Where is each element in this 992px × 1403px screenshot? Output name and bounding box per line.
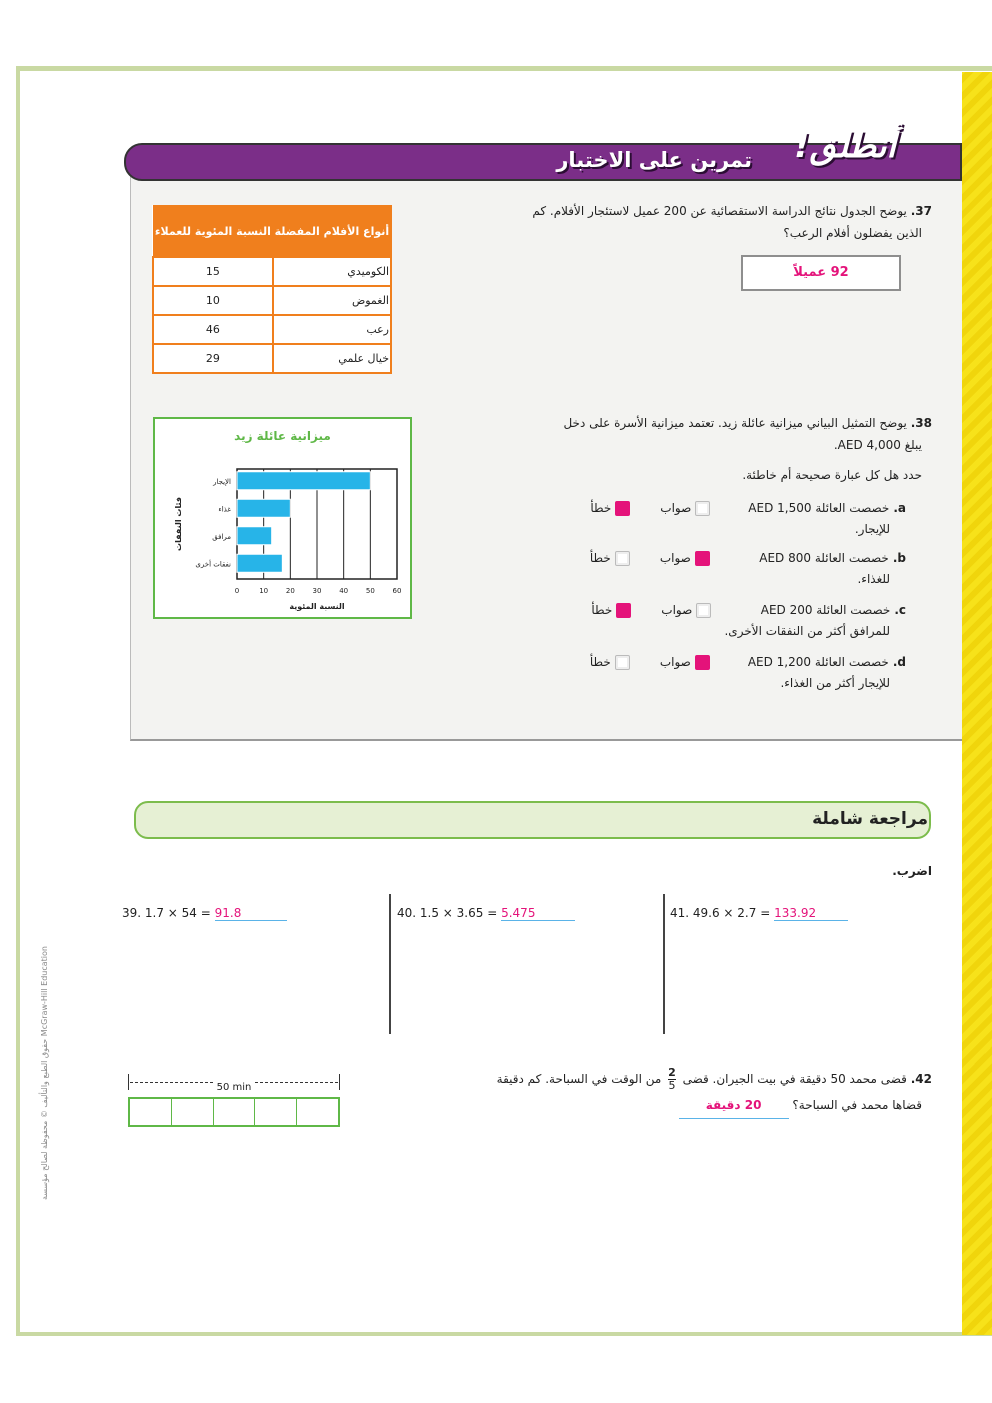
false-label: خطأ — [590, 501, 612, 515]
bar-diagram — [128, 1097, 340, 1127]
item-letter: b. — [892, 551, 906, 565]
category-label: الإيجار — [213, 477, 231, 486]
tf-item — [536, 600, 906, 642]
item-text: خصصت العائلة AED 200 — [760, 603, 891, 617]
item-letter: d. — [892, 655, 906, 669]
column-divider — [389, 894, 391, 1034]
banner-go-title: أنطلق! — [794, 126, 896, 166]
x-tick-label: 50 — [365, 587, 375, 595]
false-label: خطأ — [589, 551, 611, 565]
problem-39 — [122, 906, 287, 921]
problem-label: 40. 1.5 × 3.65 = — [397, 906, 498, 920]
bar-segment — [255, 1099, 297, 1125]
category-label: نفقات أخرى — [195, 560, 231, 569]
problem-40 — [397, 906, 575, 921]
question-instruction: حدد هل كل عبارة صحيحة أم خاطئة. — [742, 468, 922, 482]
tf-item — [536, 652, 906, 694]
item-text: خصصت العائلة AED 1,500 — [748, 501, 890, 515]
question-text-2: يبلغ AED 4,000. — [833, 438, 922, 452]
question-number: 38. — [910, 416, 932, 430]
answer-41[interactable]: 133.92 — [774, 906, 848, 921]
diagram-label: 50 min — [213, 1082, 256, 1093]
bar-segment — [172, 1099, 214, 1125]
x-tick-label: 20 — [285, 587, 295, 595]
question-text-2: قضاها محمد في السباحة؟ — [792, 1098, 922, 1112]
false-checkbox[interactable] — [615, 551, 630, 566]
table-row — [153, 344, 391, 373]
tf-item — [536, 548, 906, 590]
item-letter: a. — [893, 501, 906, 515]
false-checkbox[interactable] — [615, 501, 630, 516]
question-text: يوضح الجدول نتائج الدراسة الاستقصائية عن 200 عميل لاستئجار الأفلام. كم — [532, 204, 907, 218]
category-label: مرافق — [212, 532, 231, 541]
answer-40[interactable]: 5.475 — [501, 906, 575, 921]
item-text: خصصت العائلة AED 800 — [759, 551, 889, 565]
header-type: أنواع الأفلام المفضلة — [273, 206, 391, 258]
true-checkbox[interactable] — [695, 655, 710, 670]
x-tick-label: 10 — [259, 587, 269, 595]
cell-pct: 46 — [153, 315, 273, 344]
problem-label: 41. 49.6 × 2.7 = — [670, 906, 771, 920]
bar — [237, 554, 282, 572]
table-row — [153, 315, 391, 344]
item-text-2: للغذاء. — [857, 572, 890, 586]
chart-canvas — [155, 419, 410, 617]
false-checkbox[interactable] — [615, 655, 630, 670]
category-label: غذاء — [218, 505, 231, 514]
false-label: خطأ — [591, 603, 613, 617]
cell-pct: 10 — [153, 286, 273, 315]
question-42 — [372, 1066, 932, 1119]
item-text-2: للإيجار أكثر من الغذاء. — [780, 676, 890, 690]
cell-type: الغموض — [273, 286, 391, 315]
bar-segment — [297, 1099, 338, 1125]
item-text: خصصت العائلة AED 1,200 — [747, 655, 889, 669]
cell-pct: 15 — [153, 257, 273, 286]
true-checkbox[interactable] — [695, 551, 710, 566]
answer-box-37[interactable]: 92 عميلاً — [741, 255, 901, 291]
true-checkbox[interactable] — [696, 603, 711, 618]
question-text-2: الذين يفضلون أفلام الرعب؟ — [783, 226, 922, 240]
copyright-credit: حقوق الطبع والتأليف © محفوظة لصالح مؤسسة McGraw-Hill Education — [40, 946, 49, 1200]
y-axis-label: فئات النفقات — [174, 497, 183, 551]
question-text-b: من الوقت في السباحة. كم دقيقة — [496, 1072, 662, 1086]
question-number: 42. — [910, 1072, 932, 1086]
fraction-numerator: 2 — [668, 1066, 676, 1079]
x-tick-label: 30 — [312, 587, 322, 595]
x-tick-label: 0 — [234, 587, 240, 595]
item-text-2: للإيجار. — [854, 522, 890, 536]
fraction-denominator: 5 — [668, 1079, 676, 1092]
problem-label: 39. 1.7 × 54 = — [122, 906, 211, 920]
cell-pct: 29 — [153, 344, 273, 373]
page-edge-stripe — [962, 72, 992, 1335]
question-text: قضى محمد 50 دقيقة في بيت الجيران. قضى — [682, 1072, 907, 1086]
cell-type: خيال علمي — [273, 344, 391, 373]
item-letter: c. — [894, 603, 906, 617]
question-number: 37. — [910, 204, 932, 218]
x-tick-label: 40 — [339, 587, 349, 595]
x-tick-label: 60 — [392, 587, 402, 595]
false-label: خطأ — [589, 655, 611, 669]
question-37 — [392, 200, 932, 244]
true-label: صواب — [659, 655, 691, 669]
bar-diagram-label — [128, 1072, 340, 1092]
true-label: صواب — [659, 551, 691, 565]
survey-table — [152, 205, 392, 374]
true-label: صواب — [660, 501, 692, 515]
banner-title: تمرين على الاختبار — [556, 148, 752, 172]
column-divider — [663, 894, 665, 1034]
item-text-2: للمرافق أكثر من النفقات الأخرى. — [724, 624, 890, 638]
answer-39[interactable]: 91.8 — [215, 906, 287, 921]
bar-segment — [130, 1099, 172, 1125]
cell-type: الكوميدي — [273, 257, 391, 286]
true-checkbox[interactable] — [695, 501, 710, 516]
bar — [237, 472, 370, 490]
false-checkbox[interactable] — [616, 603, 631, 618]
review-instruction: اضرب. — [892, 864, 932, 878]
answer-42[interactable]: 20 دقيقة — [679, 1092, 789, 1119]
bar-segment — [214, 1099, 256, 1125]
table-row — [153, 257, 391, 286]
budget-chart — [153, 417, 412, 619]
cell-type: رعب — [273, 315, 391, 344]
question-text: يوضح التمثيل البياني ميزانية عائلة زيد. تعتمد ميزانية الأسرة على دخل — [563, 416, 907, 430]
table-row — [153, 286, 391, 315]
bar — [237, 527, 272, 545]
x-axis-label: النسبة المئوية — [289, 602, 345, 611]
fraction — [668, 1067, 676, 1092]
chart-title: ميزانية عائلة زيد — [234, 429, 331, 443]
header-percent: النسبة المئوية للعملاء — [153, 206, 273, 258]
bar — [237, 499, 290, 517]
tf-item — [536, 498, 906, 540]
review-title: مراجعة شاملة — [812, 809, 928, 829]
true-label: صواب — [661, 603, 693, 617]
question-38 — [452, 412, 932, 486]
problem-41 — [670, 906, 848, 921]
